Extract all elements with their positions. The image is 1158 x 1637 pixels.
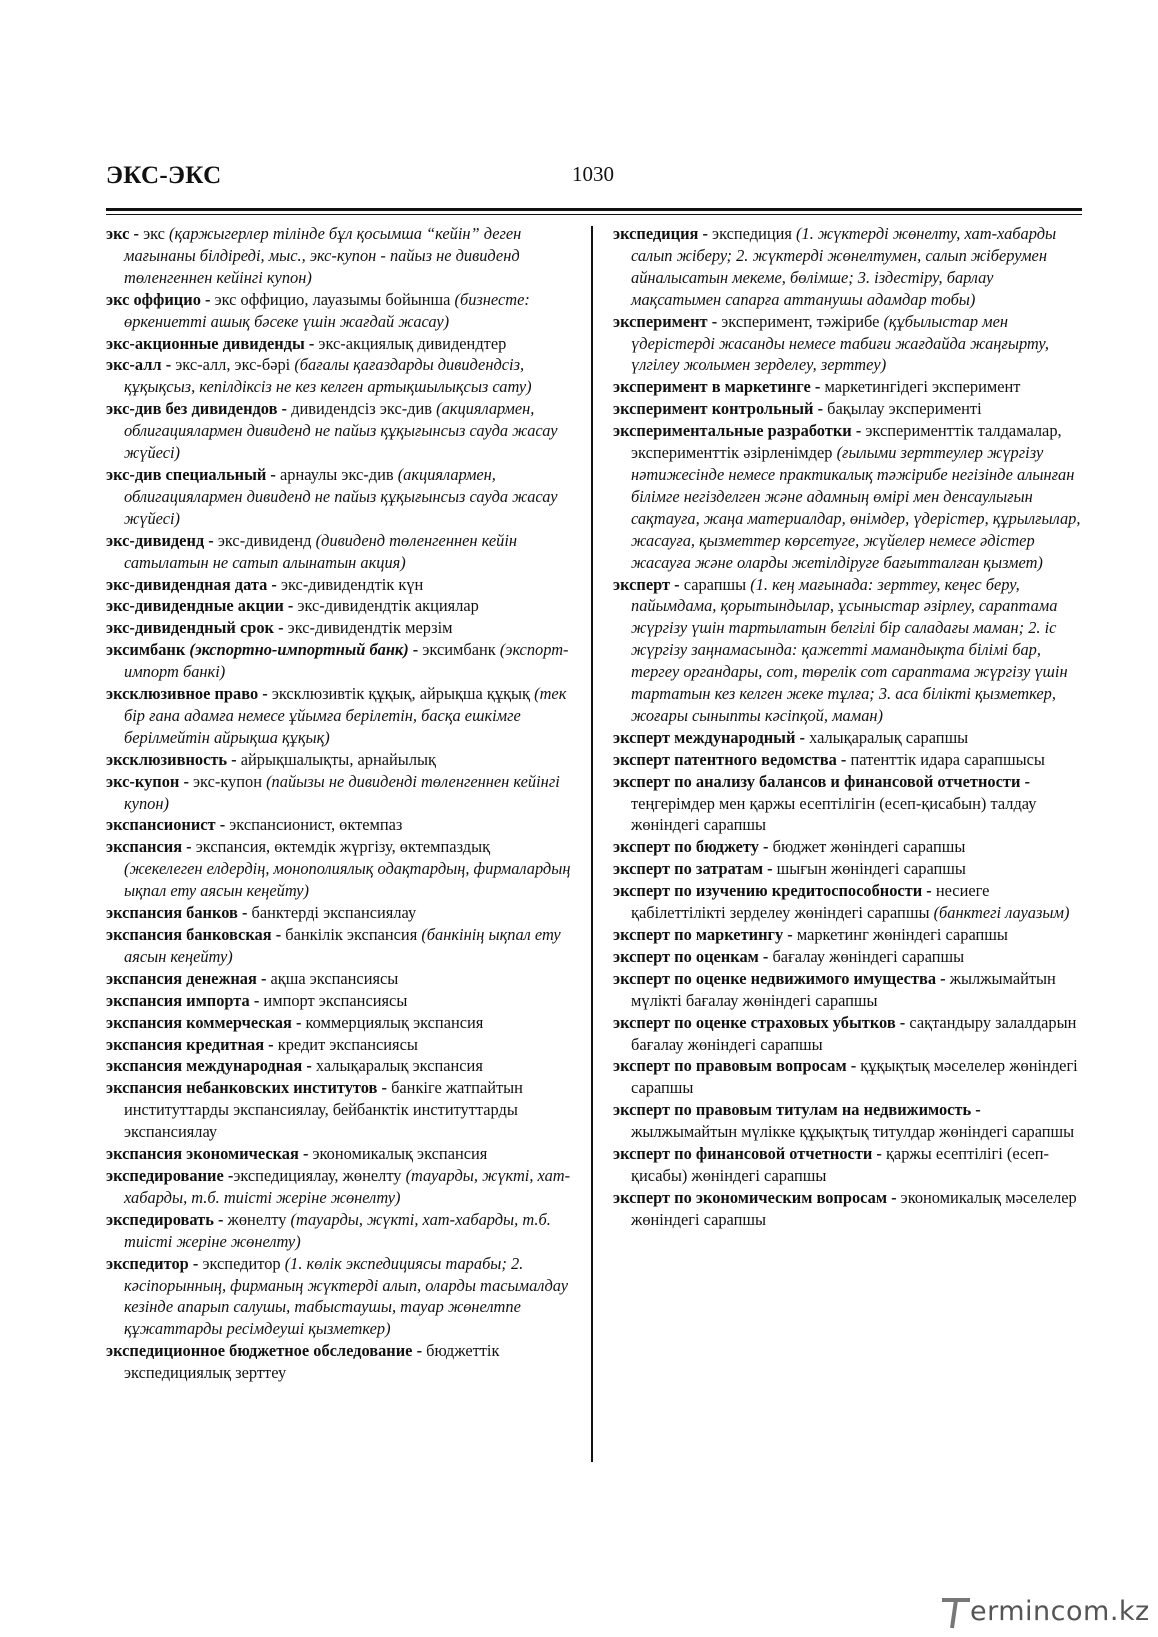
dictionary-entry <box>106 1077 572 1143</box>
entry-term: экс-акционные дивиденды <box>106 333 305 353</box>
entry-definition: экспансионист, өктемпаз <box>229 815 403 835</box>
entry-definition: жөнелту <box>227 1209 291 1229</box>
entry-separator: - <box>266 464 280 484</box>
entry-term: эксперимент в маркетинге <box>613 377 811 397</box>
dictionary-entry <box>613 376 1083 398</box>
dictionary-entry <box>613 1012 1083 1056</box>
entry-term: эксперт по маркетингу <box>613 925 784 944</box>
entry-definition: бағалау жөніндегі сарапшы <box>772 946 965 966</box>
entry-gloss: (тауарды, жүкті, хат-хабарды, т.б. тиісті жеріне жөнелту) <box>124 1165 571 1207</box>
entry-definition: экс оффицио, лауазымы бойынша <box>214 289 455 309</box>
entry-term: экспедиция <box>613 224 699 243</box>
dictionary-entry <box>106 924 572 968</box>
entry-separator: - <box>129 224 144 243</box>
entry-term: эксперт <box>613 574 671 594</box>
entry-term: экспансия <box>106 837 183 857</box>
dictionary-entry <box>106 223 572 289</box>
entry-separator: - <box>267 574 281 594</box>
dictionary-entry <box>613 1099 1083 1143</box>
entry-separator: - <box>277 399 292 419</box>
entry-term: экспериментальные разработки <box>613 421 852 441</box>
entry-definition: эксимбанк <box>422 640 500 660</box>
dictionary-entry <box>106 1143 572 1165</box>
dictionary-entry <box>613 1055 1083 1099</box>
entry-separator: - <box>179 771 193 791</box>
dictionary-entry <box>106 530 572 574</box>
entry-separator: - <box>758 837 773 857</box>
entry-term: эксперт по анализу балансов и финансовой отчетности <box>613 771 1021 791</box>
entry-separator: - <box>302 1056 316 1076</box>
dictionary-entry <box>613 924 1083 946</box>
dictionary-entry <box>106 574 572 596</box>
entry-definition: эксперимент, тәжірибе <box>721 311 884 331</box>
entry-definition: экс-дивидендтік күн <box>280 574 424 594</box>
entry-definition: экспедициялау, жөнелту <box>233 1165 406 1185</box>
header-rule-thin <box>106 214 1082 215</box>
entry-term: эксперт по оценкам <box>613 946 759 966</box>
entry-separator: - <box>707 311 722 331</box>
entry-term: эксперт по финансовой отчетности <box>613 1144 873 1164</box>
entry-term: эксперт патентного ведомства <box>613 749 837 769</box>
dictionary-entry <box>613 311 1083 377</box>
entry-term: эксперимент <box>613 311 708 331</box>
left-column <box>106 223 572 1384</box>
entry-separator: - <box>204 530 218 550</box>
entry-separator: - <box>264 1034 278 1054</box>
dictionary-entry <box>106 1055 572 1077</box>
entry-definition: жылжымайтын мүлікке құқықтық титулдар жөніндегі сарапшы <box>631 1122 1075 1142</box>
entry-separator: - <box>795 727 810 747</box>
entry-separator: - <box>763 859 777 879</box>
dictionary-entry <box>106 749 572 771</box>
entry-separator: - <box>1020 771 1030 791</box>
dictionary-entry <box>613 1187 1083 1231</box>
entry-gloss: (1. жүктерді жөнелту, хат-хабарды салып жіберу; 2. жүктерді жөнелтумен, салып жіберумен айналысатын мекеме, бөлімше; 3. іздестіру, барлау мақсатымен сапарға аттанушы адамдар тобы) <box>631 224 1057 309</box>
entry-term: экспансия денежная <box>106 968 257 988</box>
entry-definition: банкіге жатпайтын институттарды экспансиялау, бейбанктік институттарды экспансиялау <box>124 1078 523 1142</box>
entry-gloss: (1. көлік экспедициясы тарабы; 2. кәсіпорынның, фирманың жүктерді алып, оларды тасымалдау кезінде апарып салушы, табыстаушы, тауар жөнелтпе құжаттарды ресімдеуші қызметкер) <box>124 1253 568 1339</box>
entry-definition: экс-купон <box>193 771 267 791</box>
entry-definition: кредит экспансиясы <box>277 1034 418 1054</box>
entry-definition: бюджеттік экспедициялық зерттеу <box>124 1341 500 1383</box>
dictionary-entry <box>106 464 572 530</box>
entry-separator: - <box>188 1253 203 1273</box>
entry-separator: - <box>291 1012 306 1032</box>
dictionary-entry <box>106 289 572 333</box>
dictionary-entry <box>613 420 1083 573</box>
dictionary-entry <box>613 574 1083 727</box>
entry-separator: - <box>698 224 713 243</box>
entry-definition: банктерді экспансиялау <box>251 903 417 923</box>
dictionary-entry <box>613 836 1083 858</box>
logo-text: ermincom.kz <box>970 1596 1150 1627</box>
dictionary-entry <box>613 1143 1083 1187</box>
dictionary-entry <box>106 836 572 902</box>
entry-separator: - <box>200 289 215 309</box>
entry-gloss: (қаржыгерлер тілінде бұл қосымша “кейін” деген мағынаны білдіреді, мыс., экс-купон - пайыз не дивиденд төленгеннен кейінгі купон) <box>124 224 522 287</box>
dictionary-entry <box>106 771 572 815</box>
entry-term: экс-дивидендные акции <box>106 596 284 616</box>
entry-term: экс оффицио <box>106 289 201 309</box>
entry-separator: - <box>922 881 936 901</box>
entry-term: экс-дивидендный срок <box>106 618 274 638</box>
dictionary-entry <box>106 902 572 924</box>
entry-separator: - <box>182 837 196 857</box>
dictionary-entry <box>106 683 572 749</box>
dictionary-entry <box>106 968 572 990</box>
entry-definition: сарапшы <box>683 574 751 594</box>
entry-definition: экс-дивидендтік акциялар <box>297 596 479 616</box>
entry-separator: - <box>412 1341 427 1361</box>
entry-term: экспансионист <box>106 815 216 835</box>
entry-separator: - <box>237 903 252 923</box>
entry-term: эксперт по изучению кредитоспособности <box>613 881 923 901</box>
dictionary-entry <box>613 398 1083 420</box>
entry-definition: халықаралық сарапшы <box>809 727 969 747</box>
column-divider <box>591 226 593 1462</box>
entry-definition: бюджет жөніндегі сарапшы <box>772 837 966 857</box>
entry-definition: экс-алл, экс-бәрі <box>175 355 295 375</box>
entry-separator: - <box>304 333 319 353</box>
entry-term: экс <box>106 224 130 243</box>
entry-term: эксимбанк <box>106 640 186 660</box>
entry-definition: маркетинг жөніндегі сарапшы <box>796 925 1008 944</box>
entry-gloss: (ғылыми зерттеулер жүргізу нәтижесінде немесе практикалық тәжірибе негізінде алынған білімге негізделген және адамның өмірі мен денсаулығын сақтауға, жаңа материалдар, өнімдер, үдерістер, құрылғылар, жасауға, қызметтер көрсетуге, жүйелер немесе әдістер жасауға және оларды жетілдіруге бағытталған қызмет) <box>631 443 1081 572</box>
dictionary-entry <box>613 749 1083 771</box>
entry-separator: - <box>227 749 241 769</box>
entry-term: экс-дивидендная дата <box>106 574 268 594</box>
entry-gloss: (құбылыстар мен үдерістерді жасанды немесе табиғи жағдайда жаңғырту, үлгілеу жолымен зерделеу, зерттеу) <box>631 311 1049 375</box>
entry-term: экспансия экономическая <box>106 1144 299 1164</box>
entry-separator: - <box>298 1144 313 1164</box>
entry-definition: экс <box>143 224 170 243</box>
entry-separator: - <box>936 968 950 988</box>
entry-term: экс-див без дивидендов <box>106 399 278 419</box>
entry-term: эксперт по правовым титулам на недвижимость <box>613 1100 972 1120</box>
dictionary-entry <box>106 354 572 398</box>
entry-term: экспедировать <box>106 1209 214 1229</box>
entry-term: эксперт по бюджету <box>613 837 759 857</box>
entry-separator: - <box>836 749 851 769</box>
entry-separator: - <box>223 1165 234 1185</box>
entry-term: эксперт по оценке недвижимого имущества <box>613 968 937 988</box>
entry-separator: - <box>283 596 298 616</box>
dictionary-entry <box>106 1253 572 1341</box>
entry-definition: жылжымайтын мүлікті бағалау жөніндегі сарапшы <box>631 968 1056 1010</box>
entry-gloss: (дивиденд төленгеннен кейін сатылатын не сатып алынатын акция) <box>124 530 518 572</box>
dictionary-entry <box>613 946 1083 968</box>
entry-definition: халықаралық экспансия <box>315 1056 483 1076</box>
entry-definition: эксклюзивтік құқық, айрықша құқық <box>271 684 535 704</box>
entry-term: экспедитор <box>106 1253 189 1273</box>
entry-definition: теңгерімдер мен қаржы есептілігін (есеп-қисабын) талдау жөніндегі сарапшы <box>631 793 1037 835</box>
entry-separator: - <box>851 421 866 441</box>
page-header <box>106 156 1082 212</box>
dictionary-entry <box>613 858 1083 880</box>
entry-term: экс-алл <box>106 355 162 375</box>
entry-separator: - <box>249 990 264 1010</box>
entry-separator: - <box>256 968 271 988</box>
entry-gloss: (1. кең мағынада: зерттеу, кеңес беру, пайымдама, қорытындылар, ұсыныстар әзірлеу, сараптама жүргізу үшін тартылатын белгілі бір саладағы маман; 2. іс жүргізу заңнамасында: қажетті мамандықта білімі бар, тергеу органдары, сот, төрелік сот сараптама жүргізу үшін тартатын кез келген жеке тұлға; 3. аса білікті қызметкер, жоғары сыныпты кәсіпқой, маман) <box>631 574 1068 725</box>
entry-separator: - <box>895 1012 910 1032</box>
right-column <box>613 223 1083 1231</box>
dictionary-entry <box>106 333 572 355</box>
entry-gloss: (банктегі лауазым) <box>933 903 1070 923</box>
entry-gloss: (банкінің ықпал ету аясын кеңейту) <box>124 925 561 966</box>
dictionary-entry <box>106 1165 572 1209</box>
entry-separator: - <box>258 684 272 704</box>
entry-definition: эксперименттік талдамалар, эксперименттік әзірленімдер <box>631 421 1062 463</box>
entry-definition: патенттік идара сарапшысы <box>850 749 1045 769</box>
entry-separator: - <box>377 1078 392 1098</box>
entry-gloss: (тек бір ғана адамға немесе ұйымға берілетін, басқа ешкімге берілмейтін айрықша құқық) <box>124 684 567 747</box>
dictionary-entry <box>613 771 1083 837</box>
dictionary-entry <box>106 1209 572 1253</box>
dictionary-entry <box>106 595 572 617</box>
entry-separator: - <box>872 1144 886 1164</box>
dictionary-entry <box>106 814 572 836</box>
entry-term: экспансия небанковских институтов <box>106 1078 378 1098</box>
entry-definition: құқықтық мәселелер жөніндегі сарапшы <box>631 1056 1078 1098</box>
entry-term: экс-купон <box>106 771 180 791</box>
entry-separator: - <box>810 377 825 397</box>
entry-definition: коммерциялық экспансия <box>305 1012 484 1032</box>
entry-separator: - <box>161 355 176 375</box>
entry-term: эксперт по правовым вопросам <box>613 1056 847 1076</box>
entry-term: эксперт международный <box>613 727 796 747</box>
entry-gloss: (бағалы қағаздарды дивидендсіз, құқықсыз, кепілдіксіз не кез келген артықшылықсыз сату) <box>124 355 532 397</box>
entry-definition: экспансия, өктемдік жүргізу, өктемпаздық <box>195 837 491 857</box>
entry-definition: ақша экспансиясы <box>270 968 399 988</box>
entry-gloss: (экспорт-импорт банкі) <box>124 640 569 682</box>
entry-term-expansion: (экспортно-импортный банк) <box>185 640 409 660</box>
entry-separator: - <box>846 1056 861 1076</box>
entry-term: экс-див специальный <box>106 464 267 484</box>
entry-separator: - <box>408 640 423 660</box>
dictionary-entry <box>106 1034 572 1056</box>
entry-definition: импорт экспансиясы <box>263 990 408 1010</box>
dictionary-entry <box>106 1340 572 1384</box>
entry-separator: - <box>271 925 286 944</box>
entry-term: экспансия кредитная <box>106 1034 265 1054</box>
dictionary-entry <box>613 727 1083 749</box>
entry-definition: экономикалық мәселелер жөніндегі сарапшы <box>631 1187 1077 1229</box>
entry-definition: экспедиция <box>712 224 797 243</box>
entry-separator: - <box>783 925 797 944</box>
entry-definition: қаржы есептілігі (есеп-қисабы) жөніндегі сарапшы <box>631 1144 1049 1185</box>
entry-gloss: (акциялармен, облигациялармен дивиденд не пайыз құқығынсыз сауда жасау жүйесі) <box>124 399 558 463</box>
entry-term: экспедирование <box>106 1165 224 1185</box>
entry-term: экспансия коммерческая <box>106 1012 292 1032</box>
entry-definition: арнаулы экс-див <box>279 464 398 484</box>
entry-term: эксперт по затратам <box>613 859 764 879</box>
entry-definition: банкілік экспансия <box>285 925 422 944</box>
dictionary-entry <box>613 880 1083 924</box>
entry-gloss: (пайызы не дивиденді төленгеннен кейінгі купон) <box>124 771 560 813</box>
entry-definition: дивидендсіз экс-див <box>291 399 437 419</box>
entry-definition: сақтандыру залалдарын бағалау жөніндегі сарапшы <box>631 1012 1077 1054</box>
entry-separator: - <box>971 1100 981 1120</box>
entry-term: экспансия банковская <box>106 925 272 944</box>
entry-gloss: (акциялармен, облигациялармен дивиденд не пайыз құқығынсыз сауда жасау жүйесі) <box>124 464 558 528</box>
entry-separator: - <box>274 618 288 638</box>
entry-term: экспансия международная <box>106 1056 303 1076</box>
entry-definition: экс-акциялық дивидендтер <box>318 333 507 353</box>
entry-definition: экономикалық экспансия <box>312 1144 488 1164</box>
entry-definition: несиеге қабілеттілікті зерделеу жөніндегі сарапшы <box>631 881 990 923</box>
dictionary-entry <box>106 990 572 1012</box>
entry-separator: - <box>813 399 828 419</box>
entry-definition: экспедитор <box>202 1253 285 1273</box>
dictionary-entry <box>106 398 572 464</box>
entry-gloss: (жекелеген елдердің, монополиялық одақтардың, фирмалардың ықпал ету аясын кеңейту) <box>124 859 571 901</box>
entry-separator: - <box>213 1209 228 1229</box>
entry-term: эксклюзивность <box>106 749 228 769</box>
entry-definition: айрықшалықты, арнайылық <box>240 749 436 769</box>
entry-term: экспедиционное бюджетное обследование <box>106 1341 413 1361</box>
entry-definition: маркетингідегі эксперимент <box>824 377 1021 397</box>
entry-definition: бақылау эксперименті <box>827 399 982 419</box>
entry-definition: шығын жөніндегі сарапшы <box>776 859 966 879</box>
dictionary-entry <box>106 617 572 639</box>
header-rule-thick <box>106 208 1082 211</box>
termincom-logo <box>940 1592 1152 1632</box>
entry-term: эксперимент контрольный <box>613 399 814 419</box>
entry-separator: - <box>670 574 684 594</box>
dictionary-entry <box>106 1012 572 1034</box>
dictionary-entry <box>613 968 1083 1012</box>
entry-separator: - <box>887 1187 901 1207</box>
entry-term: экспансия импорта <box>106 990 250 1010</box>
entry-separator: - <box>215 815 230 835</box>
entry-term: эксклюзивное право <box>106 684 259 704</box>
entry-definition: экс-дивидендтік мерзім <box>287 618 453 638</box>
entry-separator: - <box>758 946 773 966</box>
entry-gloss: (тауарды, жүкті, хат-хабарды, т.б. тиісті жеріне жөнелту) <box>124 1209 551 1251</box>
entry-definition: экс-дивиденд <box>217 530 316 550</box>
entry-gloss: (бизнесте: өркениетті ашық бәсеке үшін жағдай жасау) <box>124 289 530 331</box>
entry-term: эксперт по экономическим вопросам <box>613 1187 888 1207</box>
page-number: 1030 <box>572 162 614 186</box>
entry-term: экс-дивиденд <box>106 530 205 550</box>
dictionary-entry <box>613 223 1083 311</box>
running-heading: ЭКС-ЭКС <box>106 162 222 189</box>
dictionary-entry <box>106 639 572 683</box>
entry-term: эксперт по оценке страховых убытков <box>613 1012 896 1032</box>
entry-term: экспансия банков <box>106 903 238 923</box>
